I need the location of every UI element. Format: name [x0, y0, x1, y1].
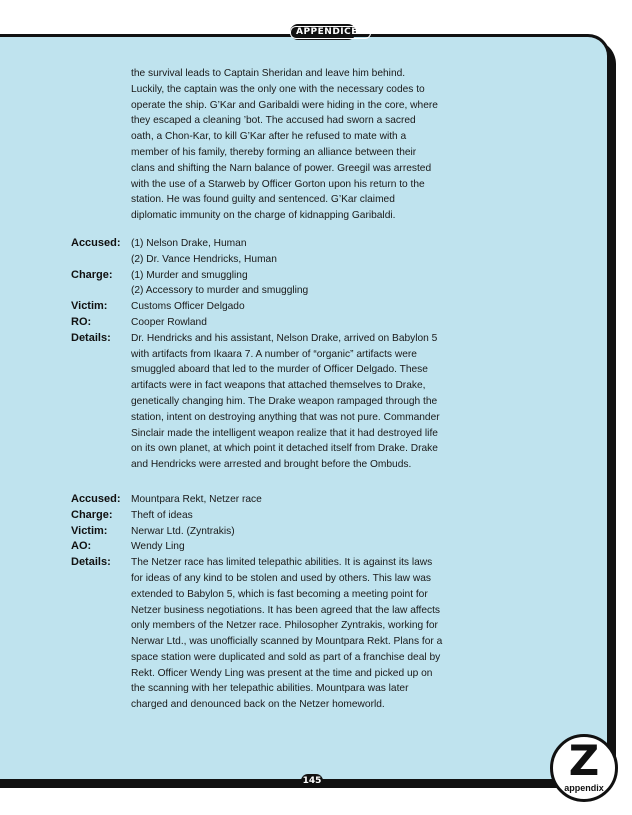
officer-label: AO:: [71, 540, 92, 553]
charge-entry: (1) Murder and smuggling: [131, 269, 248, 281]
accused-entry: (2) Dr. Vance Hendricks, Human: [131, 253, 277, 265]
officer-value: Wendy Ling: [131, 541, 185, 553]
accused-value: Mountpara Rekt, Netzer race: [131, 493, 262, 505]
accused-entry: (1) Nelson Drake, Human: [131, 237, 247, 249]
case2-charge-row: [0, 508, 600, 524]
charge-label: Charge:: [71, 508, 113, 521]
charge-value: Theft of ideas: [131, 509, 193, 521]
case2-details-row: [0, 555, 600, 713]
case2-accused-row: [0, 492, 600, 508]
accused-label: Accused:: [71, 492, 121, 505]
victim-value: Customs Officer Delgado: [131, 301, 245, 313]
case-record-1: [0, 236, 600, 473]
section-header-tab: [290, 24, 365, 40]
page-content: [0, 66, 600, 713]
officer-label: RO:: [71, 315, 92, 328]
case1-charge-row: [0, 268, 600, 300]
appendix-letter: Z: [568, 736, 600, 785]
charge-entry: (2) Accessory to murder and smuggling: [131, 285, 309, 297]
case1-details-row: [0, 331, 600, 473]
appendix-badge: [550, 734, 618, 802]
accused-label: Accused:: [71, 236, 121, 249]
section-header-label: APPENDICES: [290, 26, 371, 39]
case1-victim-row: [0, 299, 600, 315]
appendix-word: appendix: [564, 783, 604, 793]
case2-officer-row: [0, 539, 600, 555]
details-label: Details:: [71, 556, 111, 569]
victim-value: Nerwar Ltd. (Zyntrakis): [131, 525, 235, 537]
page-number: 145: [302, 776, 322, 786]
victim-label: Victim:: [71, 524, 108, 537]
victim-label: Victim:: [71, 300, 108, 313]
intro-paragraph: the survival leads to Captain Sheridan and leave him behind. Luckily, the captain was the only one with the necessary codes to operate the ship. G’Kar and Garibaldi were hiding in the core, where they escaped a cleaning ’bot. The accused had sworn a sacred oath, a Chon-Kar, to kill G’Kar after he refused to mate with a member of his family, thereby forming an alliance between their clans and shifting the Narn balance of power. Greegil was arrested with the use of a Starweb by Officer Gorton upon his return to the station. He was found guilty and sentenced. G’Kar claimed diplomatic immunity on the charge of kidnapping Garibaldi.: [131, 68, 438, 222]
details-label: Details:: [71, 331, 111, 344]
case-record-2: [0, 492, 600, 713]
case2-victim-row: [0, 524, 600, 540]
charge-label: Charge:: [71, 268, 113, 281]
accused-value: [131, 236, 443, 268]
charge-value: [131, 268, 443, 300]
details-value: The Netzer race has limited telepathic abilities. It is against its laws for ideas of any kind to be stolen and used by others. This law was extended to Babylon 5, which is fast becoming a meeting point for Netzer business negotiations. It has been agreed that the law affects only members of the Netzer race. Philosopher Zyntrakis, working for Nerwar Ltd., was unofficially scanned by Mountpara Rekt. Plans for a space station were duplicated and sold as part of a franchise deal by Rekt. Officer Wendy Ling was present at the time and picked up on the scanning with her telepathic abilities. Mountpara was later charged and denounced back on the Netzer homeworld.: [131, 557, 443, 711]
details-value: Dr. Hendricks and his assistant, Nelson Drake, arrived on Babylon 5 with artifacts from Ikaara 7. A number of “organic” artifacts were smuggled aboard that led to the murder of Officer Delgado. These artifacts were in fact weapons that attached themselves to Drake, genetically changing him. The Drake weapon rampaged through the station, intent on destroying anything that was not pure. Commander Sinclair made the intelligent weapon realize that it had destroyed life on its own planet, at which point it detached itself from Drake. Drake and Hendricks were arrested and brought before the Ombuds.: [131, 332, 440, 471]
case1-officer-row: [0, 315, 600, 331]
officer-value: Cooper Rowland: [131, 316, 207, 328]
case1-accused-row: [0, 236, 600, 268]
